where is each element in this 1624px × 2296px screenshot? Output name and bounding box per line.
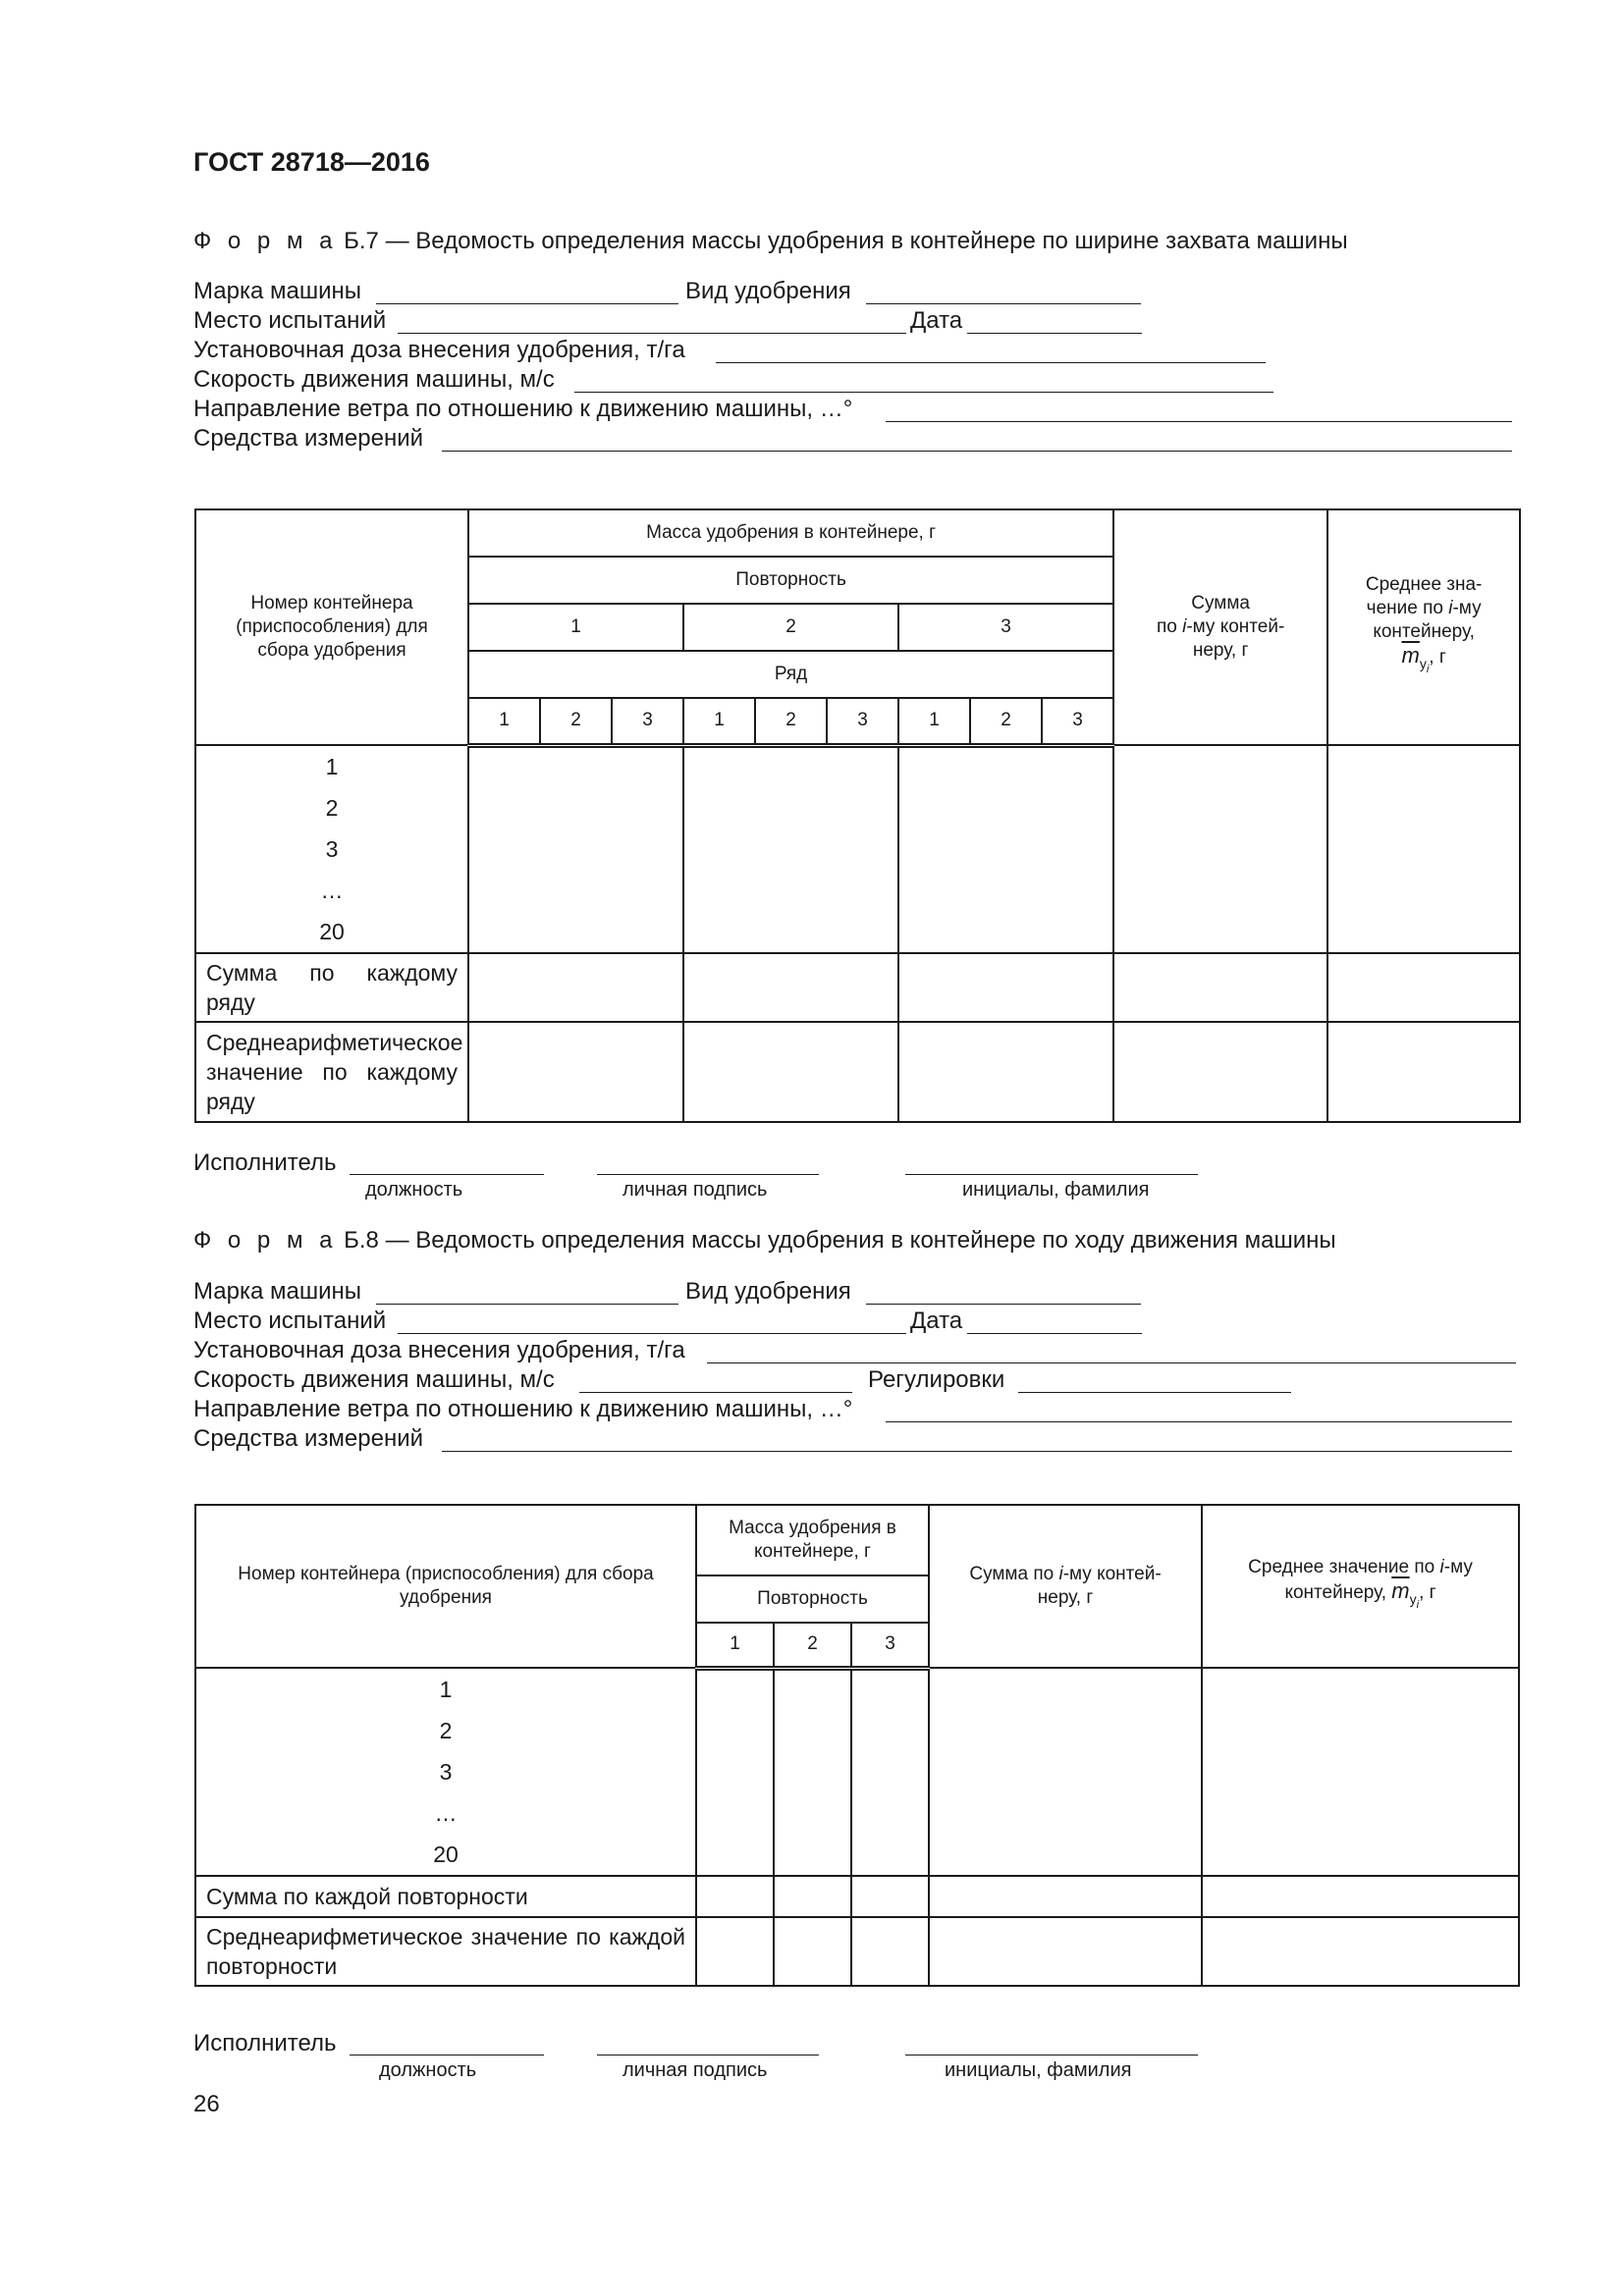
row-number: 20 — [433, 1842, 459, 1867]
data-cell[interactable] — [1202, 1917, 1519, 1986]
row-sub-4: 1 — [683, 698, 755, 745]
data-cell[interactable] — [898, 953, 1113, 1022]
field-test-place-line[interactable] — [398, 333, 906, 334]
name-caption: инициалы, фамилия — [945, 2059, 1132, 2081]
data-cell[interactable] — [1327, 1022, 1520, 1122]
repeat-2: 2 — [683, 604, 898, 651]
row-number: 3 — [325, 836, 339, 862]
row-number: 3 — [439, 1759, 453, 1785]
field-wind: Направление ветра по отношению к движению машины, …° — [193, 396, 853, 422]
data-cell[interactable] — [774, 1876, 851, 1917]
mean-symbol: $\overline{m}_{y_i}$, г — [1401, 643, 1446, 675]
data-cell[interactable] — [929, 1876, 1202, 1917]
row-sub-2: 2 — [540, 698, 612, 745]
position-caption: должность — [379, 2059, 477, 2081]
data-cell[interactable] — [851, 1917, 929, 1986]
col-header-container: Номер контейнера (приспособления) для сбора удобрения — [195, 1505, 696, 1668]
field-test-place: Место испытаний — [193, 307, 387, 334]
col-header-average: Среднее значение по i-му контейнеру, $\overline{m}_{y_i}$, г — [1202, 1505, 1519, 1668]
data-cell[interactable] — [696, 1917, 774, 1986]
row-number: 1 — [325, 754, 339, 779]
field-dose-line[interactable] — [716, 362, 1266, 363]
name-line[interactable] — [905, 2055, 1198, 2056]
document-number: ГОСТ 28718—2016 — [193, 147, 430, 177]
position-caption: должность — [365, 1179, 463, 1201]
data-cell[interactable] — [696, 1668, 774, 1876]
field-dose-line[interactable] — [707, 1362, 1516, 1363]
field-speed-line[interactable] — [579, 1392, 852, 1393]
data-cell[interactable] — [929, 1668, 1202, 1876]
performer-label: Исполнитель — [193, 2030, 337, 2056]
data-cell[interactable] — [1327, 745, 1520, 953]
data-cell[interactable] — [1113, 953, 1327, 1022]
col-header-row: Ряд — [468, 651, 1113, 698]
page-number: 26 — [193, 2091, 220, 2117]
col-header-average: Среднее зна- чение по i-му контейнеру, $\overline{m}_{y_i}$, г — [1327, 509, 1520, 745]
row-number: … — [320, 878, 344, 903]
col-header-container: Номер контейнера (приспособления) для сбора удобрения — [195, 509, 468, 745]
field-date: Дата — [910, 1308, 963, 1334]
data-cell[interactable] — [1113, 745, 1327, 953]
col-header-repeat: Повторность — [468, 557, 1113, 604]
field-dose: Установочная доза внесения удобрения, т/га — [193, 1337, 685, 1363]
data-cell[interactable] — [683, 953, 898, 1022]
field-machine-brand-line[interactable] — [376, 1304, 678, 1305]
row-sub-8: 2 — [970, 698, 1042, 745]
repeat-1: 1 — [696, 1623, 774, 1668]
data-cell[interactable] — [898, 1022, 1113, 1122]
repeat-1: 1 — [468, 604, 683, 651]
table-b7 — [194, 508, 1521, 1123]
row-sub-6: 3 — [827, 698, 898, 745]
form-b8-title: Ф о р м а Б.8 — Ведомость определения массы удобрения в контейнере по ходу движения машины — [193, 1227, 1336, 1254]
row-number: … — [434, 1800, 458, 1826]
field-fertilizer-type-line[interactable] — [866, 303, 1141, 304]
data-cell[interactable] — [929, 1917, 1202, 1986]
field-fertilizer-type: Вид удобрения — [685, 1278, 851, 1305]
repeat-2: 2 — [774, 1623, 851, 1668]
position-line[interactable] — [350, 1174, 544, 1175]
data-cell[interactable] — [774, 1668, 851, 1876]
field-test-place: Место испытаний — [193, 1308, 387, 1334]
name-caption: инициалы, фамилия — [962, 1179, 1150, 1201]
field-wind-line[interactable] — [886, 1421, 1512, 1422]
row-numbers-cell — [195, 1668, 696, 1876]
row-number: 20 — [319, 919, 345, 944]
col-header-sum: Сумма по i-му контей- неру, г — [1113, 509, 1327, 745]
col-header-mass: Масса удобрения в контейнере, г — [468, 509, 1113, 557]
field-speed-line[interactable] — [574, 392, 1273, 393]
data-cell[interactable] — [1113, 1022, 1327, 1122]
field-instruments: Средства измерений — [193, 425, 424, 452]
table-b8 — [194, 1504, 1520, 1987]
signature-caption: личная подпись — [623, 1179, 768, 1201]
col-header-mass: Масса удобрения в контейнере, г — [696, 1505, 929, 1575]
field-speed: Скорость движения машины, м/с — [193, 1366, 555, 1393]
field-fertilizer-type-line[interactable] — [866, 1304, 1141, 1305]
repeat-3: 3 — [898, 604, 1113, 651]
field-instruments-line[interactable] — [442, 1451, 1512, 1452]
field-date: Дата — [910, 307, 963, 334]
data-cell[interactable] — [468, 745, 683, 953]
data-cell[interactable] — [1202, 1876, 1519, 1917]
row-number: 2 — [325, 795, 339, 821]
row-sub-9: 3 — [1042, 698, 1113, 745]
row-mean-label: Среднеарифметическое значение по каждой повторности — [195, 1917, 696, 1986]
mean-symbol: $\overline{m}_{y_i}$, г — [1391, 1578, 1436, 1611]
row-sum-label: Сумма по каждому ряду — [195, 953, 468, 1022]
field-machine-brand: Марка машины — [193, 1278, 362, 1305]
col-header-sum: Сумма по i-му контей- неру, г — [929, 1505, 1202, 1668]
data-cell[interactable] — [851, 1668, 929, 1876]
row-number: 1 — [439, 1677, 453, 1702]
data-cell[interactable] — [898, 745, 1113, 953]
repeat-3: 3 — [851, 1623, 929, 1668]
field-wind-line[interactable] — [886, 421, 1512, 422]
data-cell[interactable] — [1327, 953, 1520, 1022]
row-sub-7: 1 — [898, 698, 970, 745]
row-mean-label: Среднеарифметическое значение по каждому ряду — [195, 1022, 468, 1122]
row-sum-label: Сумма по каждой повторности — [195, 1876, 696, 1917]
performer-label: Исполнитель — [193, 1149, 337, 1176]
field-wind: Направление ветра по отношению к движению машины, …° — [193, 1396, 853, 1422]
field-speed: Скорость движения машины, м/с — [193, 366, 555, 393]
col-header-repeat: Повторность — [696, 1575, 929, 1623]
data-cell[interactable] — [696, 1876, 774, 1917]
data-cell[interactable] — [683, 745, 898, 953]
row-numbers-cell — [195, 745, 468, 953]
field-test-place-line[interactable] — [398, 1333, 906, 1334]
name-line[interactable] — [905, 1174, 1198, 1175]
field-adjustments: Регулировки — [868, 1366, 1005, 1393]
field-instruments: Средства измерений — [193, 1425, 424, 1452]
field-adjustments-line[interactable] — [1018, 1392, 1291, 1393]
data-cell[interactable] — [1202, 1668, 1519, 1876]
field-machine-brand-line[interactable] — [376, 303, 678, 304]
data-cell[interactable] — [468, 953, 683, 1022]
data-cell[interactable] — [683, 1022, 898, 1122]
field-dose: Установочная доза внесения удобрения, т/га — [193, 337, 685, 363]
form-b7-title: Ф о р м а Б.7 — Ведомость определения массы удобрения в контейнере по ширине захвата машины — [193, 228, 1348, 254]
data-cell[interactable] — [774, 1917, 851, 1986]
field-date-line[interactable] — [967, 333, 1142, 334]
data-cell[interactable] — [851, 1876, 929, 1917]
row-sub-3: 3 — [612, 698, 683, 745]
field-instruments-line[interactable] — [442, 451, 1512, 452]
signature-line[interactable] — [597, 2055, 819, 2056]
row-number: 2 — [439, 1718, 453, 1743]
signature-caption: личная подпись — [623, 2059, 768, 2081]
field-machine-brand: Марка машины — [193, 278, 362, 304]
signature-line[interactable] — [597, 1174, 819, 1175]
field-date-line[interactable] — [967, 1333, 1142, 1334]
row-sub-5: 2 — [755, 698, 827, 745]
data-cell[interactable] — [468, 1022, 683, 1122]
field-fertilizer-type: Вид удобрения — [685, 278, 851, 304]
row-sub-1: 1 — [468, 698, 540, 745]
position-line[interactable] — [350, 2055, 544, 2056]
